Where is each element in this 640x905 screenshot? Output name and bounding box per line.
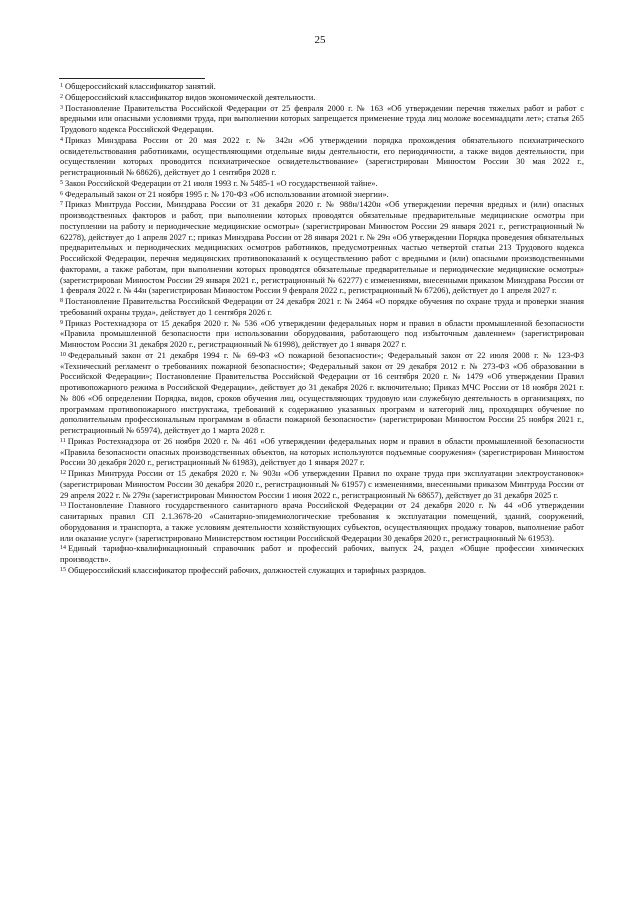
footnote-4 xyxy=(60,135,584,178)
footnote-marker: 8 xyxy=(60,298,63,304)
footnote-text: Закон Российской Федерации от 21 июля 1993 г. № 5485-1 «О государственной тайне». xyxy=(65,177,378,188)
footnote-text: Единый тарифно-квалификационный справочник работ и профессий рабочих, выпуск 24, раздел «Общие профессии химических производств». xyxy=(60,543,584,564)
footnote-marker: 3 xyxy=(60,104,63,111)
footnote-10 xyxy=(60,350,584,436)
footnote-marker: 15 xyxy=(60,566,66,573)
footnote-text: Общероссийский классификатор профессий рабочих, должностей служащих и тарифных разрядов. xyxy=(68,564,426,575)
footnote-text: Федеральный закон от 21 ноября 1995 г. № 170-ФЗ «Об использовании атомной энергии». xyxy=(65,188,389,199)
footnote-text: Постановление Главного государственного санитарного врача Российской Федерации от 24 декабря 2020 г. № 44 «Об утверждении санитарных правил СП 2.1.3678-20 «Санитарно-эпидемиологические требования к эксплуатации помещений, зданий, сооружений, оборудования и транспорта, а также условиям деятельности хозяйствующих субъектов, осуществляющих продажу товаров, выполнение работ или оказание услуг» (зарегистрировано Министерством юстиции Российской Федерации 30 декабря 2020 г., регистрационный № 61953). xyxy=(60,500,584,543)
footnote-marker: 1 xyxy=(60,83,63,89)
footnote-text: Постановление Правительства Российской Федерации от 24 декабря 2021 г. № 2464 «О порядке обучения по охране труда и проверки знания требований охраны труда», действует до 1 сентября 2026 г. xyxy=(60,296,584,317)
footnote-6 xyxy=(60,189,584,200)
footnote-13 xyxy=(60,500,584,543)
footnote-marker: 10 xyxy=(60,351,66,358)
page-number: 25 xyxy=(314,34,326,46)
footnote-text: Приказ Минтруда России от 15 декабря 2020 г. № 903н «Об утверждении Правил по охране труда при эксплуатации электроустановок» (зарегистрирован Минюстом России 30 декабря 2020 г., регистрационный № 61957) с изменениями, внесенными приказом Минтруда России от 29 апреля 2022 г. № 279н (зарегистрирован Минюстом России 1 июня 2022 г., регистрационный № 68657), действует до 31 декабря 2025 г. xyxy=(60,468,584,500)
footnote-text: Общероссийский классификатор занятий. xyxy=(65,81,216,91)
footnote-11 xyxy=(60,436,584,468)
footnote-marker: 13 xyxy=(60,502,66,509)
footnote-separator xyxy=(59,78,205,79)
footnote-marker: 7 xyxy=(60,201,63,208)
footnote-marker: 11 xyxy=(60,437,66,444)
footnote-14 xyxy=(60,543,584,565)
footnote-text: Федеральный закон от 21 декабря 1994 г. № 69-ФЗ «О пожарной безопасности»; Федеральный закон от 22 июля 2008 г. № 123-ФЗ «Технический регламент о требованиях пожарной безопасности»; Федеральный закон от 29 декабря 2012 г. № 273-ФЗ «Об образовании в Российской Федерации»; Постановление Правительства Российской Федерации от 16 сентября 2020 г. № 1479 «Об утверждении Правил противопожарного режима в Российской Федерации», действует до 31 декабря 2026 г. включительно; Приказ МЧС России от 18 ноября 2021 г. № 806 «Об определении Порядка, видов, сроков обучения лиц, осуществляющих трудовую или служебную деятельность в организациях, по программам противопожарного инструктажа, требований к содержанию указанных программ и категорий лиц, проходящих обучение по дополнительным профессиональным программам в области пожарной безопасности» (зарегистрирован Минюстом России 25 ноября 2021 г., регистрационный № 65974), действует до 1 марта 2028 г. xyxy=(60,349,584,435)
footnote-8 xyxy=(60,296,584,318)
footnote-9 xyxy=(60,318,584,350)
footnote-text: Постановление Правительства Российской Федерации от 25 февраля 2000 г. № 163 «Об утверждении перечня тяжелых работ и работ с вредными или опасными условиями труда, при выполнении которых запрещается применение труда лиц моложе восемнадцати лет»; статья 265 Трудового кодекса Российской Федерации. xyxy=(60,102,584,134)
footnotes xyxy=(60,81,584,576)
footnote-text: Приказ Минтруда России, Минздрава России от 31 декабря 2020 г. № 988н/1420н «Об утверждении перечня вредных и (или) опасных производственных факторов и работ, при выполнении которых проводятся обязательные предварительные медицинские осмотры при поступлении на работу и периодические медицинские осмотры» (зарегистрирован Минюстом России 29 января 2021 г., регистрационный № 62278), действует до 1 апреля 2027 г.; приказ Минздрава России от 28 января 2021 г. № 29н «Об утверждении Порядка проведения обязательных предварительных и периодических медицинских осмотров работников, предусмотренных частью четвертой статьи 213 Трудового кодекса Российской Федерации, перечня медицинских противопоказаний к осуществлению работ с вредными и (или) опасными производственными факторами, а также работам, при выполнении которых проводятся обязательные предварительные и периодические медицинские осмотры» (зарегистрирован Минюстом России 29 января 2021 г., регистрационный № 62277) с изменениями, внесенными приказом Минздрава России от 1 февраля 2022 г. № 44н (зарегистрирован Минюстом России 9 февраля 2022 г., регистрационный № 67206), действует до 1 апреля 2027 г. xyxy=(60,199,584,296)
footnote-1 xyxy=(60,81,584,92)
footnote-text: Приказ Минздрава России от 20 мая 2022 г. № 342н «Об утверждении порядка прохождения обязательного психиатрического освидетельствования работниками, осуществляющими отдельные виды деятельности, его периодичности, а также видов деятельности, при осуществлении которых проводится психиатрическое освидетельствование» (зарегистрирован Минюстом России 30 мая 2022 г., регистрационный № 68626), действует до 1 сентября 2028 г. xyxy=(60,134,584,177)
footnote-7 xyxy=(60,199,584,296)
footnote-text: Приказ Ростехнадзора от 15 декабря 2020 г. № 536 «Об утверждении федеральных норм и правил в области промышленной безопасности «Правила промышленной безопасности при использовании оборудования, работающего под избыточным давлением» (зарегистрирован Минюстом России 31 декабря 2020 г., регистрационный № 61998), действует до 1 января 2027 г. xyxy=(60,317,584,349)
footnote-text: Приказ Ростехнадзора от 26 ноября 2020 г. № 461 «Об утверждении федеральных норм и правил в области промышленной безопасности «Правила безопасности опасных производственных объектов, на которых используются подъемные сооружения» (зарегистрирован Минюстом России 30 декабря 2020 г., регистрационный № 61983), действует до 1 января 2027 г. xyxy=(60,435,584,468)
footnote-marker: 2 xyxy=(60,93,63,100)
footnote-5 xyxy=(60,178,584,189)
footnote-marker: 12 xyxy=(60,470,66,476)
footnote-2 xyxy=(60,92,584,103)
footnote-marker: 14 xyxy=(60,545,66,552)
footnote-12 xyxy=(60,468,584,500)
footnote-marker: 4 xyxy=(60,136,63,143)
footnote-marker: 9 xyxy=(60,319,63,326)
footnote-marker: 6 xyxy=(60,190,63,197)
footnote-marker: 5 xyxy=(60,179,63,186)
footnote-text: Общероссийский классификатор видов экономической деятельности. xyxy=(65,91,316,102)
footnote-3 xyxy=(60,103,584,135)
footnote-15 xyxy=(60,565,584,576)
